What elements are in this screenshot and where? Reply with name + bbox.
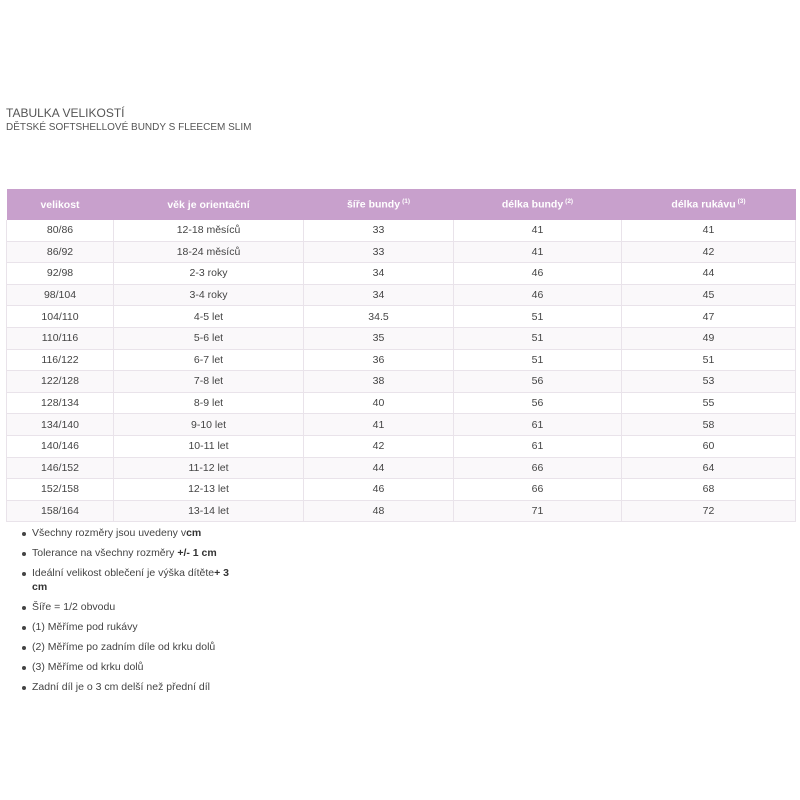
notes-list <box>6 526 246 700</box>
bullet-icon <box>22 626 26 630</box>
table-cell: 60 <box>622 435 796 457</box>
table-cell: 134/140 <box>7 414 114 436</box>
note-emphasis: + 3 cm <box>32 567 229 593</box>
table-cell: 58 <box>622 414 796 436</box>
note-item <box>6 546 246 560</box>
size-table-head <box>7 189 796 220</box>
table-cell: 13-14 let <box>114 500 304 522</box>
table-cell: 122/128 <box>7 371 114 393</box>
note-text: Šíře = 1/2 obvodu <box>32 601 116 613</box>
table-cell: 41 <box>454 241 622 263</box>
table-cell: 47 <box>622 306 796 328</box>
table-row <box>7 349 796 371</box>
column-footnote-ref: (1) <box>402 198 411 206</box>
table-cell: 41 <box>454 220 622 241</box>
table-cell: 46 <box>454 263 622 285</box>
note-item <box>6 640 246 654</box>
column-header-label: délka bundy <box>501 198 564 211</box>
table-cell: 66 <box>454 457 622 479</box>
note-item <box>6 620 246 634</box>
note-text: (2) Měříme po zadním díle od krku dolů <box>32 641 216 653</box>
table-row <box>7 500 796 522</box>
page-title: TABULKA VELIKOSTÍ <box>6 106 125 120</box>
table-cell: 86/92 <box>7 241 114 263</box>
table-cell: 98/104 <box>7 284 114 306</box>
table-row <box>7 457 796 479</box>
note-item <box>6 526 246 540</box>
bullet-icon <box>22 666 26 670</box>
table-cell: 44 <box>304 457 454 479</box>
table-cell: 72 <box>622 500 796 522</box>
table-cell: 33 <box>304 241 454 263</box>
table-row <box>7 479 796 501</box>
table-cell: 41 <box>622 220 796 241</box>
table-cell: 18-24 měsíců <box>114 241 304 263</box>
table-cell: 71 <box>454 500 622 522</box>
column-header <box>454 189 622 220</box>
table-cell: 38 <box>304 371 454 393</box>
table-cell: 35 <box>304 327 454 349</box>
column-header <box>304 189 454 220</box>
note-emphasis: +/- 1 cm <box>177 547 217 559</box>
table-row <box>7 263 796 285</box>
table-cell: 56 <box>454 392 622 414</box>
table-cell: 56 <box>454 371 622 393</box>
table-cell: 146/152 <box>7 457 114 479</box>
table-row <box>7 435 796 457</box>
table-cell: 140/146 <box>7 435 114 457</box>
table-cell: 51 <box>622 349 796 371</box>
table-cell: 3-4 roky <box>114 284 304 306</box>
table-cell: 80/86 <box>7 220 114 241</box>
column-footnote-ref: (3) <box>737 198 746 206</box>
table-row <box>7 371 796 393</box>
table-row <box>7 220 796 241</box>
table-cell: 6-7 let <box>114 349 304 371</box>
table-cell: 104/110 <box>7 306 114 328</box>
table-row <box>7 241 796 263</box>
column-header-label: délka rukávu <box>671 198 736 211</box>
column-header <box>7 189 114 220</box>
bullet-icon <box>22 572 26 576</box>
note-text: Všechny rozměry jsou uvedeny v <box>32 527 187 539</box>
table-cell: 34.5 <box>304 306 454 328</box>
size-table-body <box>7 220 796 522</box>
table-cell: 40 <box>304 392 454 414</box>
table-cell: 4-5 let <box>114 306 304 328</box>
table-cell: 55 <box>622 392 796 414</box>
column-header-label: věk je orientační <box>167 198 250 211</box>
table-cell: 66 <box>454 479 622 501</box>
note-text: (3) Měříme od krku dolů <box>32 661 144 673</box>
table-cell: 11-12 let <box>114 457 304 479</box>
table-cell: 158/164 <box>7 500 114 522</box>
table-cell: 53 <box>622 371 796 393</box>
table-cell: 92/98 <box>7 263 114 285</box>
note-text: Tolerance na všechny rozměry <box>32 547 178 559</box>
column-header-label: velikost <box>40 198 80 211</box>
table-cell: 61 <box>454 435 622 457</box>
column-header-label: šíře bundy <box>346 198 401 211</box>
table-cell: 12-13 let <box>114 479 304 501</box>
size-table <box>6 189 796 522</box>
note-text: Zadní díl je o 3 cm delší než přední díl <box>32 681 211 693</box>
table-cell: 44 <box>622 263 796 285</box>
note-text: Ideální velikost oblečení je výška dítěte <box>32 567 215 579</box>
column-header <box>622 189 796 220</box>
table-row <box>7 327 796 349</box>
note-item <box>6 680 246 694</box>
table-cell: 128/134 <box>7 392 114 414</box>
table-row <box>7 306 796 328</box>
table-cell: 7-8 let <box>114 371 304 393</box>
table-cell: 46 <box>454 284 622 306</box>
note-item <box>6 600 246 614</box>
note-item <box>6 566 246 594</box>
bullet-icon <box>22 646 26 650</box>
table-cell: 34 <box>304 263 454 285</box>
table-cell: 10-11 let <box>114 435 304 457</box>
note-text: (1) Měříme pod rukávy <box>32 621 138 633</box>
table-cell: 116/122 <box>7 349 114 371</box>
table-cell: 36 <box>304 349 454 371</box>
table-row <box>7 414 796 436</box>
table-cell: 42 <box>622 241 796 263</box>
table-cell: 33 <box>304 220 454 241</box>
page-subtitle: DĚTSKÉ SOFTSHELLOVÉ BUNDY S FLEECEM SLIM <box>6 122 252 133</box>
table-cell: 12-18 měsíců <box>114 220 304 241</box>
table-cell: 152/158 <box>7 479 114 501</box>
bullet-icon <box>22 552 26 556</box>
table-row <box>7 284 796 306</box>
table-cell: 61 <box>454 414 622 436</box>
table-cell: 110/116 <box>7 327 114 349</box>
table-row <box>7 392 796 414</box>
table-cell: 42 <box>304 435 454 457</box>
table-cell: 48 <box>304 500 454 522</box>
page-header <box>6 106 251 135</box>
table-cell: 8-9 let <box>114 392 304 414</box>
table-cell: 41 <box>304 414 454 436</box>
table-cell: 5-6 let <box>114 327 304 349</box>
table-cell: 68 <box>622 479 796 501</box>
table-cell: 46 <box>304 479 454 501</box>
note-item <box>6 660 246 674</box>
table-cell: 49 <box>622 327 796 349</box>
note-emphasis: cm <box>186 527 202 539</box>
table-cell: 51 <box>454 327 622 349</box>
header-row <box>7 189 796 220</box>
column-footnote-ref: (2) <box>565 198 574 206</box>
table-cell: 2-3 roky <box>114 263 304 285</box>
bullet-icon <box>22 606 26 610</box>
table-cell: 9-10 let <box>114 414 304 436</box>
table-cell: 51 <box>454 306 622 328</box>
column-header <box>114 189 304 220</box>
bullet-icon <box>22 686 26 690</box>
table-cell: 45 <box>622 284 796 306</box>
table-cell: 51 <box>454 349 622 371</box>
table-cell: 34 <box>304 284 454 306</box>
bullet-icon <box>22 532 26 536</box>
table-cell: 64 <box>622 457 796 479</box>
